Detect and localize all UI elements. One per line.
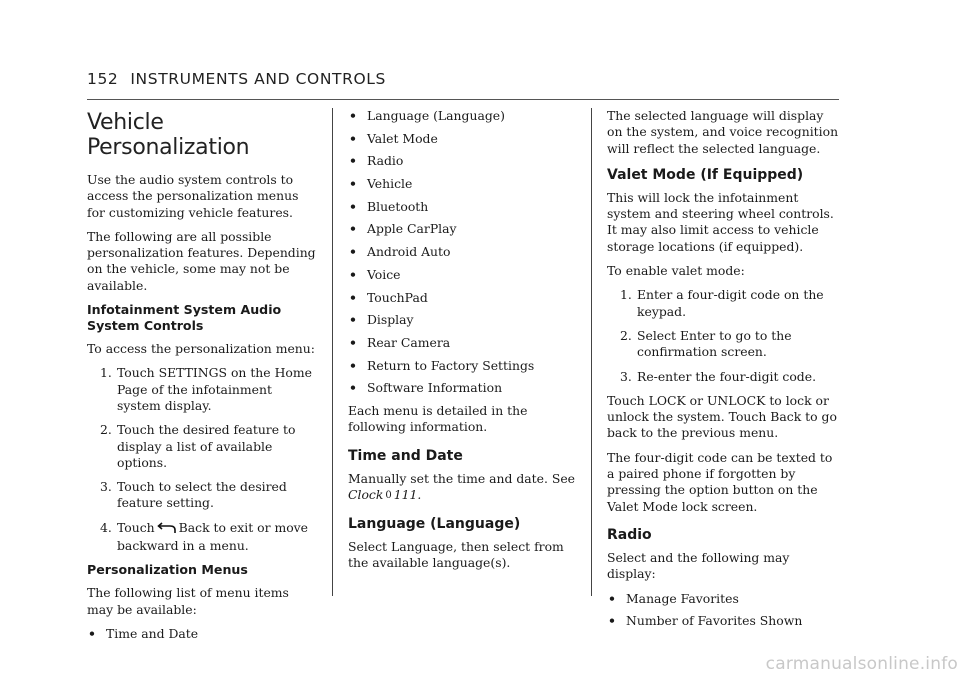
list-item: • Valet Mode	[349, 130, 438, 146]
menu-items-list-start	[87, 626, 317, 642]
valet-enable-paragraph: To enable valet mode:	[607, 263, 745, 279]
list-item: • Software Information	[349, 380, 503, 396]
column-divider-2	[591, 108, 592, 596]
intro-paragraph: Use the audio system controls to access the personalization menus for customizing vehicle features.	[87, 172, 299, 220]
list-item: • Vehicle	[349, 176, 413, 192]
list-item: • Return to Factory Settings	[349, 357, 535, 373]
subhead-audio-controls: Infotainment System Audio System Controls	[87, 302, 282, 334]
section-language: Language (Language)	[348, 516, 521, 533]
clock-page-ref[interactable]: 111.	[393, 486, 422, 502]
availability-paragraph: The following are all possible personalization features. Depending on the vehicle, some may not be available.	[87, 228, 316, 293]
menu-detail-paragraph: Each menu is detailed in the following information.	[348, 402, 528, 435]
language-result-paragraph: The selected language will display on the system, and voice recognition will reflect the selected language.	[607, 108, 839, 156]
list-item: 1. Enter a four-digit code on the keypad.	[620, 287, 824, 319]
list-item: 4. Touch Back to exit or move backward in a menu.	[100, 519, 308, 554]
page-reference-icon: 0	[385, 489, 392, 501]
list-item: • Rear Camera	[349, 334, 451, 350]
radio-paragraph: Select and the following may display:	[607, 549, 790, 582]
list-item: • Display	[349, 312, 414, 328]
lock-unlock-paragraph: Touch LOCK or UNLOCK to lock or unlock the system. Touch Back to go back to the previous menu.	[607, 392, 837, 441]
subhead-personalization-menus: Personalization Menus	[87, 562, 248, 578]
forgotten-code-paragraph: The four-digit code can be texted to a paired phone if forgotten by pressing the option button on the Valet Mode lock screen.	[607, 449, 833, 514]
list-item: • Voice	[349, 266, 401, 282]
valet-description-paragraph: This will lock the infotainment system and steering wheel controls. It may also limit access to vehicle storage locations (if equipped).	[607, 189, 834, 254]
list-item: 3. Re-enter the four-digit code.	[620, 368, 817, 384]
menu-items-list	[348, 108, 578, 397]
column-1	[87, 108, 317, 649]
page-title: Vehicle Personalization	[87, 110, 250, 160]
list-item: • Apple CarPlay	[349, 221, 457, 237]
valet-steps-list	[607, 287, 842, 384]
section-name: INSTRUMENTS AND CONTROLS	[130, 70, 386, 88]
list-item: • Number of Favorites Shown	[608, 613, 803, 629]
list-item: 2. Touch the desired feature to display a list of available options.	[100, 422, 296, 470]
running-head	[87, 70, 398, 88]
watermark: carmanualsonline.info	[765, 654, 958, 674]
column-3	[607, 108, 842, 636]
list-item: • Language (Language)	[349, 108, 505, 123]
list-item: 1. Touch SETTINGS on the Home Page of the infotainment system display.	[100, 365, 312, 413]
clock-link[interactable]: Clock	[348, 486, 384, 502]
list-item: 3. Touch to select the desired feature setting.	[100, 479, 287, 511]
header-rule	[87, 99, 839, 100]
section-radio: Radio	[607, 526, 652, 543]
column-divider-1	[332, 108, 333, 596]
list-item: 2. Select Enter to go to the confirmation screen.	[620, 327, 792, 360]
back-arrow-icon	[157, 521, 177, 538]
list-item: • Android Auto	[349, 244, 451, 260]
list-item: • TouchPad	[349, 289, 428, 305]
section-time-and-date: Time and Date	[348, 447, 463, 464]
column-2	[348, 108, 578, 580]
list-item: • Time and Date	[88, 625, 199, 641]
time-date-paragraph: Manually set the time and date. See Clock 0 111.	[348, 471, 578, 505]
list-item: • Radio	[349, 153, 404, 169]
access-steps-list	[87, 365, 317, 554]
access-menu-paragraph: To access the personalization menu:	[87, 341, 315, 357]
list-item: • Bluetooth	[349, 198, 429, 214]
menu-items-paragraph: The following list of menu items may be available:	[87, 585, 289, 617]
radio-options-list	[607, 591, 842, 630]
language-paragraph: Select Language, then select from the available language(s).	[348, 539, 564, 571]
list-item: • Manage Favorites	[608, 590, 739, 606]
page-number: 152	[87, 70, 119, 88]
section-valet-mode: Valet Mode (If Equipped)	[607, 166, 804, 183]
